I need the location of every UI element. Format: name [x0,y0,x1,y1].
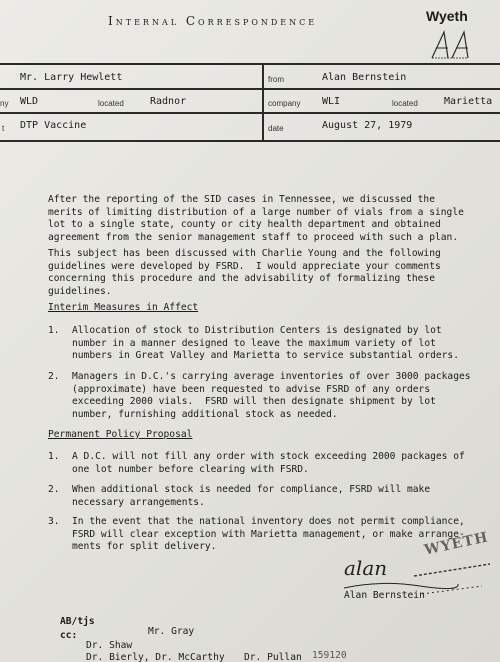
logo-wordmark: Wyeth [426,8,468,24]
policy-item-3: In the event that the national inventory does not permit compliance, FSRD will clear exception with Marietta management, or make arrange- ments for split delivery. [72,516,465,553]
rule-row2 [0,112,500,114]
rule-row1 [0,88,500,90]
policy-item-3-num: 3. [48,516,60,527]
stamp-dashes-icon [412,556,492,596]
located-right: Marietta [444,96,493,107]
cc-bierly-mccarthy: Dr. Bierly, Dr. McCarthy [86,652,225,662]
from-label: from [268,75,284,84]
subject-label: t [2,124,5,133]
initials: AB/tjs [60,616,95,627]
heading-permanent: Permanent Policy Proposal [48,429,193,440]
interim-item-1: Allocation of stock to Distribution Centers is designated by lot number in a manner designed to leave the maximum variety of lot numbers in Great Valley and Marietta to service substantial orders. [72,325,459,362]
cc-gray: Mr. Gray [148,626,195,637]
interim-item-1-num: 1. [48,325,60,336]
memo-title: Internal Correspondence [108,14,318,28]
located-left: Radnor [150,96,187,107]
typed-signature: Alan Bernstein [344,590,425,601]
interim-item-2-num: 2. [48,371,60,382]
located-label-right: located [392,99,418,108]
subject: DTP Vaccine [20,120,87,131]
policy-item-2-num: 2. [48,484,60,495]
handwritten-signature: alan [344,556,388,580]
company-label-right: company [268,99,301,108]
company-label-left: ny [0,99,9,108]
rule-top [0,63,500,65]
from-name: Alan Bernstein [322,72,407,83]
paragraph-guidelines: This subject has been discussed with Charlie Young and the following guidelines were developed by FSRD. I would appreciate your comments concerning this procedure and the advisability of formalizing these guidelines. [48,248,441,297]
company-right: WLI [322,96,341,107]
policy-item-1-num: 1. [48,451,60,462]
wyeth-logo [418,8,478,60]
cc-label: cc: [60,630,78,641]
cc-shaw: Dr. Shaw [86,640,133,651]
rule-row3 [0,140,500,142]
to-name: Mr. Larry Hewlett [20,72,123,83]
memo-date: August 27, 1979 [322,120,413,131]
company-left: WLD [20,96,39,107]
located-label-left: located [98,99,124,108]
logo-mark-icon [418,24,478,64]
policy-item-2: When additional stock is needed for compliance, FSRD will make necessary arrangements. [72,484,431,508]
received-stamp: WYETH [423,529,490,559]
policy-item-1: A D.C. will not fill any order with stock exceeding 2000 packages of one lot number before clearing with FSRD. [72,451,465,475]
document-number: 159120 [312,650,347,661]
heading-interim: Interim Measures in Affect [48,302,199,313]
paragraph-intro: After the reporting of the SID cases in Tennessee, we discussed the merits of limiting distribution of a large number of vials from a single lot to a single state, county or city health department and obtained agreement from the senior management staff to proceed with such a plan. [48,194,464,243]
rule-divider [262,63,264,141]
date-label: date [268,124,284,133]
interim-item-2: Managers in D.C.'s carrying average inventories of over 3000 packages (approximate) have been requested to advise FSRD of any orders exceeding 2000 vials. FSRD will then designate shipment by lot number, furnishing additional stock as needed. [72,371,471,420]
cc-pullan: Dr. Pullan [244,652,302,662]
